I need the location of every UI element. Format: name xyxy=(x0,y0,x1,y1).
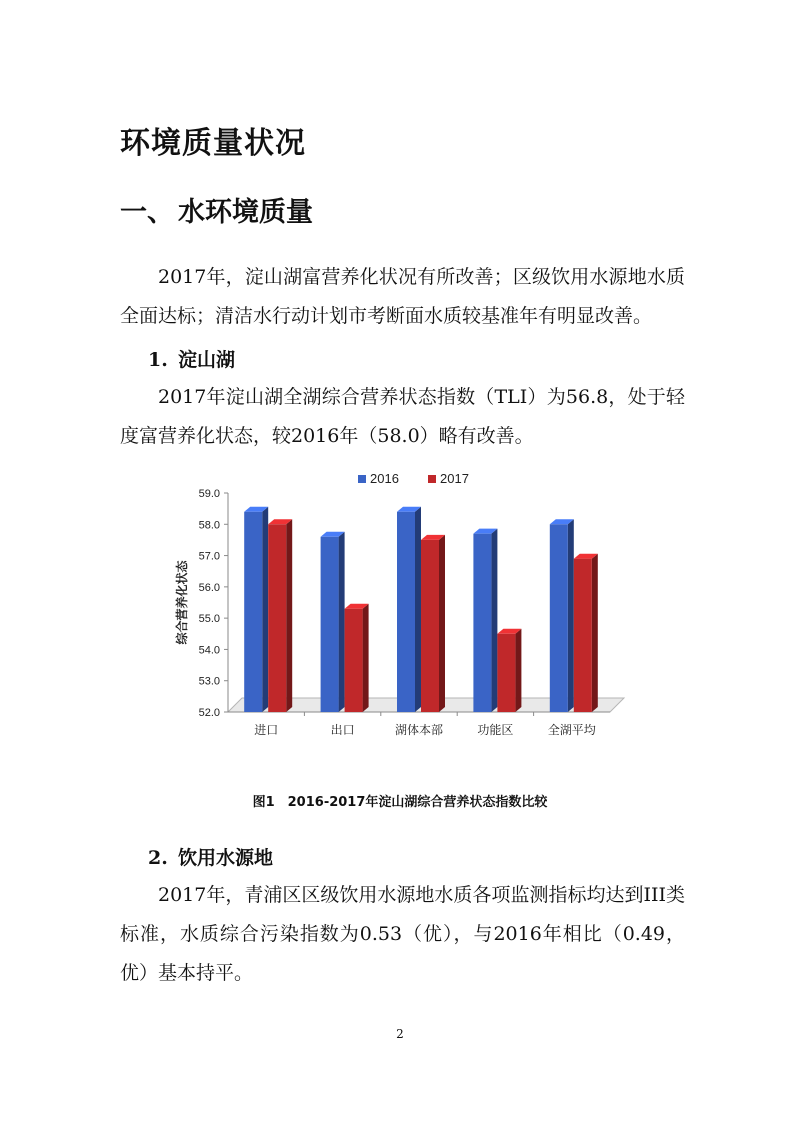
bar-2017 xyxy=(497,634,515,712)
bar-side xyxy=(262,507,268,712)
bar-side xyxy=(515,629,521,712)
y-tick-label: 56.0 xyxy=(198,581,220,594)
lake-paragraph: 2017年淀山湖全湖综合营养状态指数（TLI）为56.8，处于轻度富营养化状态，较2016年（58.0）略有改善。 xyxy=(120,386,685,447)
bar-side xyxy=(415,507,421,712)
y-axis-label: 综合营养化状态 xyxy=(175,560,189,645)
page-number: 2 xyxy=(396,1027,404,1041)
subsection-title: 饮用水源地 xyxy=(178,847,274,869)
bar-2017 xyxy=(574,559,592,712)
bar-2016 xyxy=(473,534,491,712)
bar-2016 xyxy=(244,512,262,712)
bar-2016 xyxy=(321,537,339,712)
bar-side xyxy=(363,604,369,712)
intro-paragraph: 2017年，淀山湖富营养化状况有所改善；区级饮用水源地水质全面达标；清洁水行动计划市考断面水质较基准年有明显改善。 xyxy=(120,266,685,327)
bar-side xyxy=(491,529,497,712)
section-heading xyxy=(120,190,313,229)
y-tick-label: 54.0 xyxy=(198,644,220,657)
bar-2016 xyxy=(550,524,568,712)
legend-label-2016: 2016 xyxy=(370,471,399,486)
bar-side xyxy=(339,532,345,712)
bar-2017 xyxy=(345,609,363,712)
bar-2016 xyxy=(397,512,415,712)
bar-2017 xyxy=(421,540,439,712)
y-tick-label: 58.0 xyxy=(198,519,220,532)
legend-swatch-2017 xyxy=(428,475,436,483)
y-tick-label: 52.0 xyxy=(198,707,220,719)
legend-label-2017: 2017 xyxy=(440,471,469,486)
subsection-title: 淀山湖 xyxy=(178,349,236,371)
legend-swatch-2016 xyxy=(358,475,366,483)
x-tick-label: 全湖平均 xyxy=(547,723,596,737)
tli-bar-chart xyxy=(160,466,640,766)
bar-side xyxy=(568,519,574,712)
y-tick-label: 55.0 xyxy=(198,613,220,626)
bar-2017 xyxy=(268,524,286,712)
subsection-number: 1. xyxy=(148,349,168,371)
bar-side xyxy=(592,554,598,712)
y-tick-label: 53.0 xyxy=(198,675,220,688)
x-tick-label: 湖体本部 xyxy=(394,723,444,737)
page-title: 环境质量状况 xyxy=(120,126,306,161)
subsection-heading-water xyxy=(148,843,273,870)
section-title: 水环境质量 xyxy=(178,197,313,228)
subsection-heading-lake xyxy=(148,345,235,372)
y-tick-label: 57.0 xyxy=(198,550,220,563)
bar-side xyxy=(439,535,445,712)
bar-side xyxy=(286,519,292,712)
x-tick-label: 功能区 xyxy=(477,723,514,737)
x-tick-label: 出口 xyxy=(330,723,355,737)
y-tick-label: 59.0 xyxy=(198,488,220,500)
x-tick-label: 进口 xyxy=(254,723,279,737)
subsection-number: 2. xyxy=(148,847,168,869)
figure-caption: 图1 2016-2017年淀山湖综合营养状态指数比较 xyxy=(252,795,548,810)
water-paragraph: 2017年，青浦区区级饮用水源地水质各项监测指标均达到III类标准，水质综合污染指数为0.53（优），与2016年相比（0.49，优）基本持平。 xyxy=(120,884,685,984)
section-number: 一、 xyxy=(120,197,174,228)
